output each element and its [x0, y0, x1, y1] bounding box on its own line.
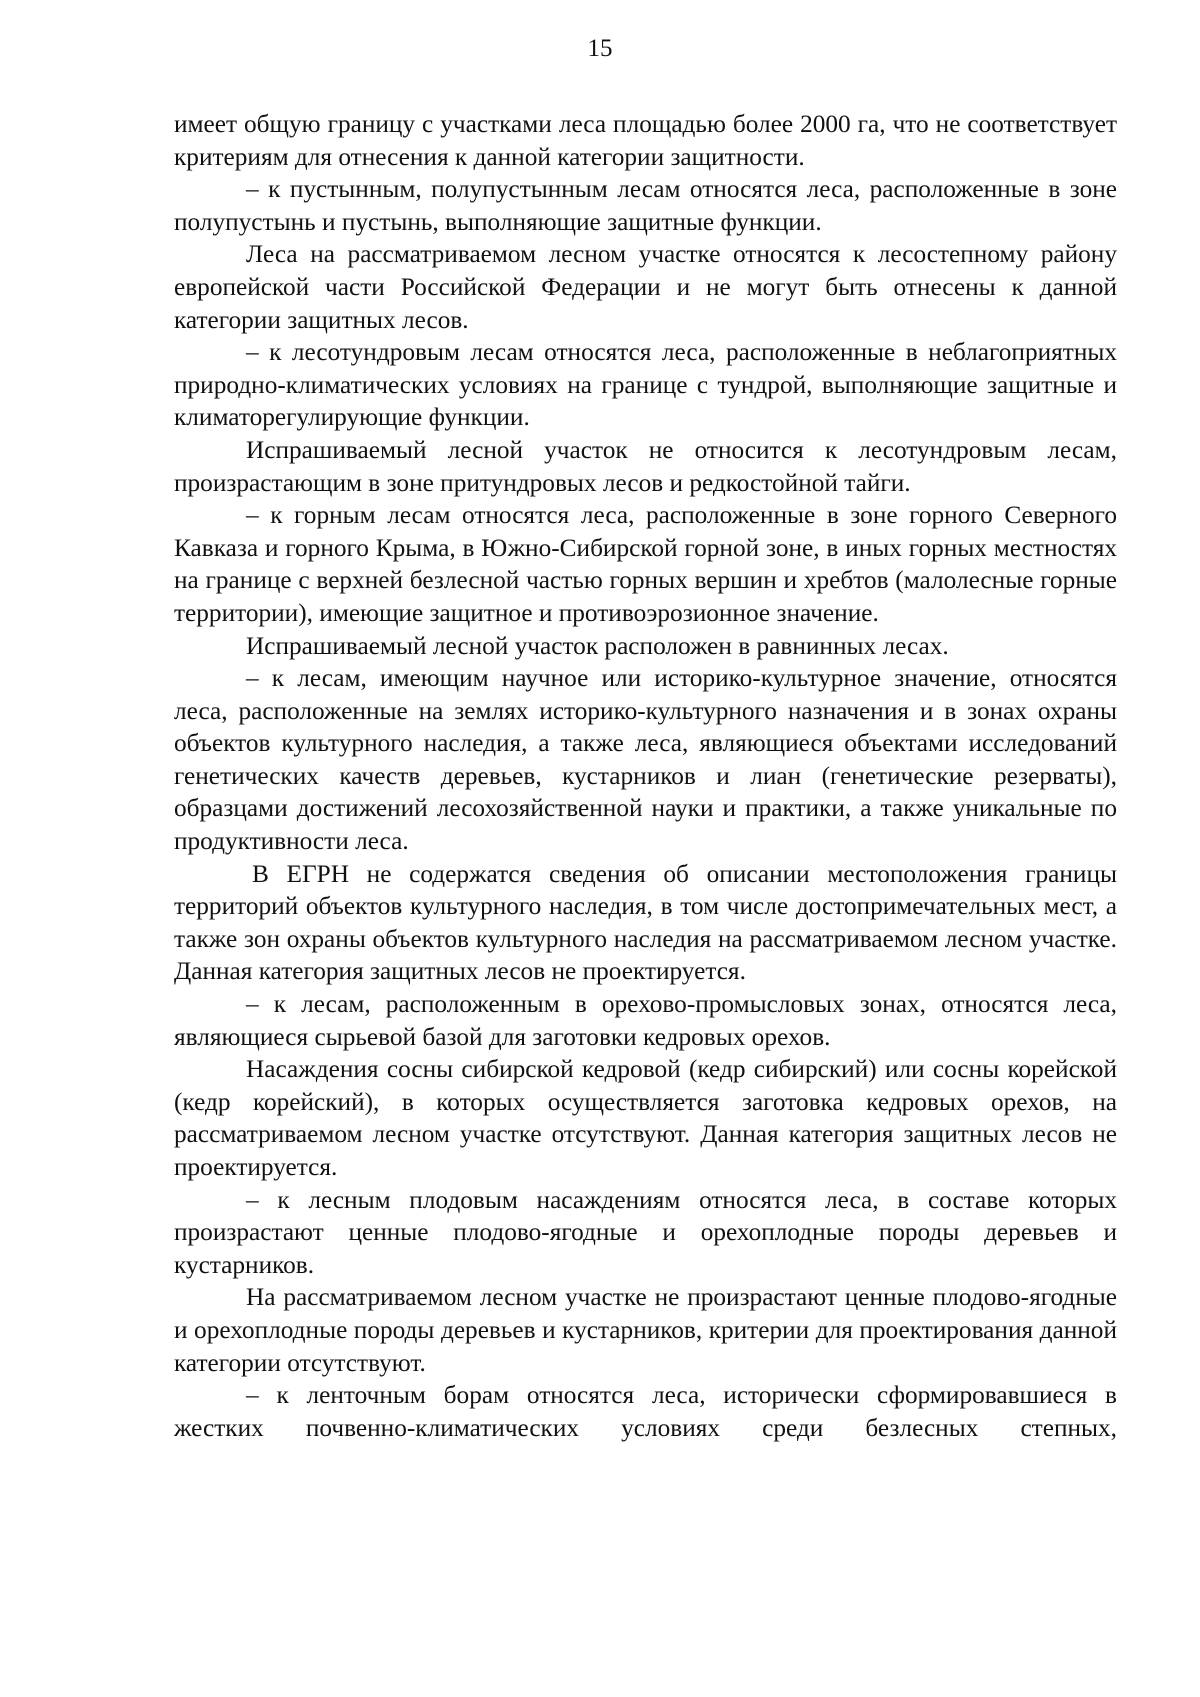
paragraph: – к пустынным, полупустынным лесам относятся леса, расположенные в зоне полупустынь и пустынь, выполняющие защитные функции. [174, 175, 1117, 236]
body-text [174, 108, 1117, 1444]
paragraph: – к лесотундровым лесам относятся леса, расположенные в неблагоприятных природно-климатических условиях на границе с тундрой, выполняющие защитные и климаторегулирующие функции. [174, 338, 1117, 432]
paragraph: Насаждения сосны сибирской кедровой (кедр сибирский) или сосны корейской (кедр корейский), в которых осуществляется заготовка кедровых орехов, на рассматриваемом лесном участке отсутствуют. Данная категория защитных лесов не проектируется. [174, 1055, 1117, 1181]
paragraph: – к горным лесам относятся леса, расположенные в зоне горного Северного Кавказа и горного Крыма, в Южно-Сибирской горной зоне, в иных горных местностях на границе с верхней безлесной частью горных вершин и хребтов (малолесные горные территории), имеющие защитное и противоэрозионное значение. [174, 501, 1117, 627]
paragraph: – к ленточным борам относятся леса, исторически сформировавшиеся в жестких почвенно-климатических условиях среди безлесных степных, [174, 1381, 1117, 1442]
paragraph: Испрашиваемый лесной участок не относится к лесотундровым лесам, произрастающим в зоне притундровых лесов и редкостойной тайги. [174, 435, 1117, 497]
paragraph: Леса на рассматриваемом лесном участке относятся к лесостепному району европейской части Российской Федерации и не могут быть отнесены к данной категории защитных лесов. [174, 240, 1117, 334]
paragraph: – к лесам, имеющим научное или историко-культурное значение, относятся леса, расположенные на землях историко-культурного назначения и в зонах охраны объектов культурного наследия, а также леса, являющиеся объектами исследований генетических качеств деревьев, кустарников и лиан (генетические резерваты), образцами достижений лесохозяйственной науки и практики, а также уникальные по продуктивности леса. [174, 664, 1117, 856]
paragraph: – к лесам, расположенным в орехово-промысловых зонах, относятся леса, являющиеся сырьевой базой для заготовки кедровых орехов. [174, 990, 1117, 1051]
paragraph: На рассматриваемом лесном участке не произрастают ценные плодово-ягодные и орехоплодные породы деревьев и кустарников, критерии для проектирования данной категории отсутствуют. [174, 1283, 1117, 1377]
paragraph: имеет общую границу с участками леса площадью более 2000 га, что не соответствует критериям для отнесения к данной категории защитности. [174, 110, 1117, 171]
paragraph: – к лесным плодовым насаждениям относятся леса, в составе которых произрастают ценные плодово-ягодные и орехоплодные породы деревьев и кустарников. [174, 1185, 1117, 1279]
page-number: 15 [587, 35, 613, 62]
paragraph: Испрашиваемый лесной участок расположен в равнинных лесах. [246, 631, 949, 660]
paragraph: В ЕГРН не содержатся сведения об описании местоположения границы территорий объектов культурного наследия, в том числе достопримечательных мест, а также зон охраны объектов культурного наследия на рассматриваемом лесном участке. Данная категория защитных лесов не проектируется. [174, 859, 1117, 986]
